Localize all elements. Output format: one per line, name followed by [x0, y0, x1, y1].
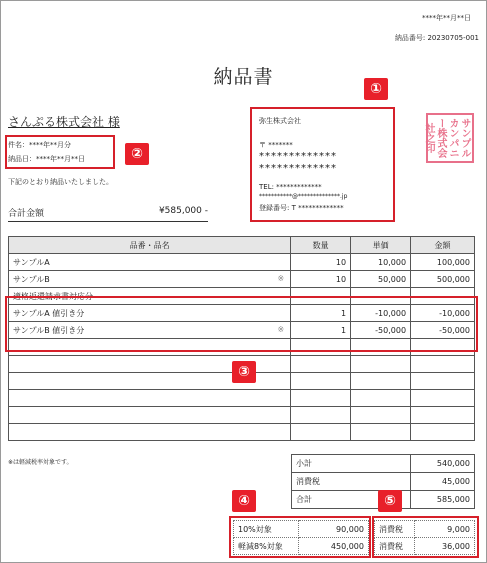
- tax-base-value: 450,000: [299, 538, 369, 555]
- subject-line: 件名：****年**月分: [8, 141, 71, 149]
- item-name: サンプルB: [13, 274, 50, 284]
- issuer-address-1: *************: [259, 151, 337, 162]
- item-unit-price: [351, 356, 411, 373]
- item-quantity: 10: [291, 271, 351, 288]
- summary-value: 540,000: [411, 455, 475, 473]
- delivery-number: 納品番号: 20230705-001: [394, 34, 479, 42]
- items-header-row: [9, 237, 475, 254]
- item-quantity: [291, 407, 351, 424]
- item-amount: [411, 407, 475, 424]
- delivery-date: 納品日：****年**月**日: [8, 155, 85, 163]
- item-name-cell: [9, 424, 291, 441]
- tax-base-label: 軽減8%対象: [234, 538, 299, 555]
- item-unit-price: 10,000: [351, 254, 411, 271]
- table-row: [9, 254, 475, 271]
- item-quantity: 1: [291, 305, 351, 322]
- item-quantity: 10: [291, 254, 351, 271]
- header-amount: 金額: [411, 237, 475, 254]
- subject-highlight-box: [5, 135, 115, 169]
- item-name: サンプルA 値引き分: [13, 308, 85, 318]
- marker-2: ②: [125, 143, 149, 165]
- delivery-note: 下記のとおり納品いたしました。: [8, 178, 113, 186]
- item-name-cell: [9, 271, 291, 288]
- item-unit-price: 50,000: [351, 271, 411, 288]
- issuer-address-2: *************: [259, 163, 337, 174]
- header-quantity: 数量: [291, 237, 351, 254]
- table-row: [9, 271, 475, 288]
- tax-base-value: 90,000: [299, 521, 369, 538]
- table-row: [9, 407, 475, 424]
- summary-value: 585,000: [411, 491, 475, 509]
- item-quantity: 1: [291, 322, 351, 339]
- item-name: サンプルB 値引き分: [13, 325, 85, 335]
- header-item-name: 品番・品名: [9, 237, 291, 254]
- item-amount: [411, 373, 475, 390]
- tax-amount-value: 36,000: [414, 538, 475, 555]
- summary-label: 合計: [292, 491, 411, 509]
- tax-base-highlight-box: [229, 516, 371, 558]
- marker-4: ④: [232, 490, 256, 512]
- summary-value: 45,000: [411, 473, 475, 491]
- item-amount: [411, 390, 475, 407]
- marker-3: ③: [232, 361, 256, 383]
- tax-amount-highlight-box: [372, 516, 479, 558]
- item-name-cell: [9, 254, 291, 271]
- issue-date: ****年**月**日: [422, 14, 471, 22]
- document-title: 納品書: [213, 66, 274, 88]
- item-quantity: [291, 424, 351, 441]
- item-unit-price: -50,000: [351, 322, 411, 339]
- tax-amount-value: 9,000: [414, 521, 475, 538]
- table-row: [9, 390, 475, 407]
- tax-amount-label: 消費税: [375, 521, 415, 538]
- footnote: ※は軽減税率対象です。: [8, 459, 73, 466]
- company-seal: サンプルカンパニー株式会社之印: [426, 113, 474, 163]
- item-unit-price: [351, 424, 411, 441]
- issuer-company: 弥生株式会社: [259, 117, 301, 125]
- return-invoice-highlight-box: [5, 296, 478, 352]
- item-amount: -10,000: [411, 305, 475, 322]
- table-row: [9, 424, 475, 441]
- item-unit-price: [351, 407, 411, 424]
- item-name: 適格返還請求書対応分: [13, 291, 93, 301]
- item-amount: [411, 424, 475, 441]
- reduced-rate-mark: ※: [277, 273, 285, 283]
- issuer-tel: TEL: *************: [259, 183, 322, 191]
- item-amount: 500,000: [411, 271, 475, 288]
- header-unit-price: 単価: [351, 237, 411, 254]
- item-amount: -50,000: [411, 322, 475, 339]
- total-amount-label: 合計金額: [8, 209, 45, 219]
- issuer-registration: 登録番号: T *************: [259, 204, 344, 212]
- tax-amount-label: 消費税: [375, 538, 415, 555]
- reduced-rate-mark: ※: [277, 324, 285, 334]
- item-amount: [411, 356, 475, 373]
- item-unit-price: [351, 390, 411, 407]
- item-quantity: [291, 390, 351, 407]
- item-quantity: [291, 373, 351, 390]
- item-amount: 100,000: [411, 254, 475, 271]
- issuer-highlight-box: [250, 107, 395, 222]
- marker-1: ①: [364, 78, 388, 100]
- item-name-cell: [9, 407, 291, 424]
- total-amount-value: ¥585,000 -: [158, 206, 208, 216]
- summary-row: [292, 455, 475, 473]
- item-name: サンプルA: [13, 257, 50, 267]
- item-name-cell: [9, 390, 291, 407]
- issuer-email: ***********@**************.jp: [259, 193, 348, 200]
- marker-5: ⑤: [378, 490, 402, 512]
- item-unit-price: -10,000: [351, 305, 411, 322]
- issuer-postal: 〒 *******: [259, 141, 293, 149]
- item-quantity: [291, 356, 351, 373]
- summary-label: 小計: [292, 455, 411, 473]
- tax-base-label: 10%対象: [234, 521, 299, 538]
- item-unit-price: [351, 373, 411, 390]
- recipient-name: さんぷる株式会社 様: [8, 115, 120, 129]
- summary-label: 消費税: [292, 473, 411, 491]
- total-amount-row: [8, 206, 208, 222]
- summary-row: [292, 473, 475, 491]
